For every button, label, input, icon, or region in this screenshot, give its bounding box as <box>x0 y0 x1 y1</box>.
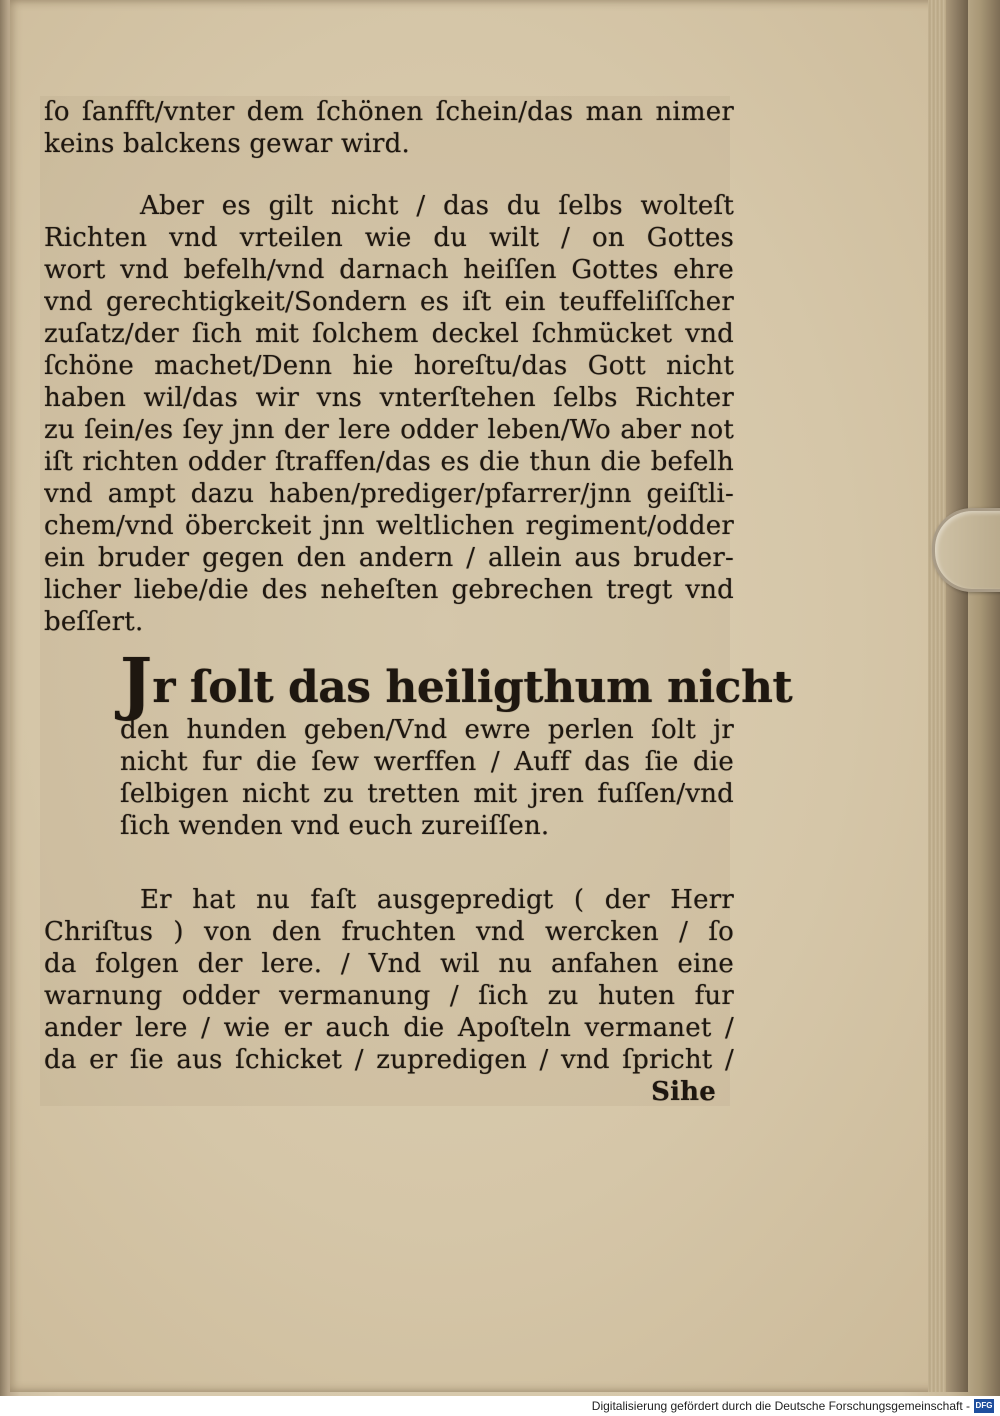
text-line: Aber es gilt nicht / das du ſelbs wolteſt <box>140 191 734 221</box>
text-line: ſchöne machet/Denn hie horeſtu/das Gott nicht <box>44 351 734 381</box>
heading-line: den hunden geben/Vnd ewre perlen ſolt jr <box>120 715 734 745</box>
text-line: da folgen der lere. / Vnd wil nu anfahen eine <box>44 949 734 979</box>
text-line: zuſatz/der ſich mit ſolchem deckel ſchmücket vnd <box>44 319 734 349</box>
heading-line: ſelbigen nicht zu tretten mit jren fuſſen/vnd <box>120 779 734 809</box>
text-line: Richten vnd vrteilen wie du wilt / on Gottes <box>44 223 734 253</box>
text-line: Chriſtus ) von den fruchten vnd wercken / ſo <box>44 917 734 947</box>
text-line: ander lere / wie er auch die Apoſteln vermanet / <box>44 1013 734 1043</box>
text-line: vnd gerechtigkeit/Sondern es iſt ein teuffeliſſcher <box>44 287 734 317</box>
text-line: Er hat nu faſt ausgepredigt ( der Herr <box>140 885 734 915</box>
drop-initial: J <box>120 644 153 724</box>
dfg-logo: DFG <box>974 1399 994 1413</box>
text-line: zu ſein/es ſey jnn der lere odder leben/Wo aber not <box>44 415 734 445</box>
heading-line: nicht fur die ſew werffen / Auff das ſie die <box>120 747 734 777</box>
text-line: warnung odder vermanung / ſich zu huten fur <box>44 981 734 1011</box>
heading-first-line: r ſolt das heiligthum nicht <box>152 662 793 713</box>
page-text <box>44 96 793 1108</box>
text-line: da er ſie aus ſchicket / zupredigen / vnd ſpricht / <box>44 1045 734 1075</box>
page-edge-shadow <box>946 0 968 1392</box>
funding-credit: Digitalisierung gefördert durch die Deutsche Forschungsgemeinschaft - <box>591 1399 970 1413</box>
text-line: beſſert. <box>44 607 144 637</box>
paragraph-gap <box>44 160 734 190</box>
text-line: chem/vnd öberckeit jnn weltlichen regiment/odder <box>44 511 734 541</box>
text-line: wort vnd befelh/vnd darnach heiſſen Gottes ehre <box>44 255 734 285</box>
text-line: keins balckens gewar wird. <box>44 129 410 159</box>
heading-line: ſich wenden vnd euch zureiſſen. <box>120 811 550 841</box>
text-line: ſo ſanfft/vnter dem ſchönen ſchein/das man nimer <box>44 97 734 127</box>
text-line: ein bruder gegen den andern / allein aus bruder- <box>44 543 734 573</box>
text-line: haben wil/das wir vns vnterſtehen ſelbs Richter <box>44 383 734 413</box>
text-line: licher liebe/die des neheſten gebrechen tregt vnd <box>44 575 734 605</box>
text-line: vnd ampt dazu haben/prediger/pfarrer/jnn geiſtli- <box>44 479 734 509</box>
catchword: Sihe <box>651 1077 716 1107</box>
paragraph-gap <box>44 842 734 884</box>
text-line: iſt richten odder ſtraffen/das es die thun die befelh <box>44 447 734 477</box>
book-clasp <box>932 508 1000 592</box>
scripture-heading <box>44 644 793 724</box>
